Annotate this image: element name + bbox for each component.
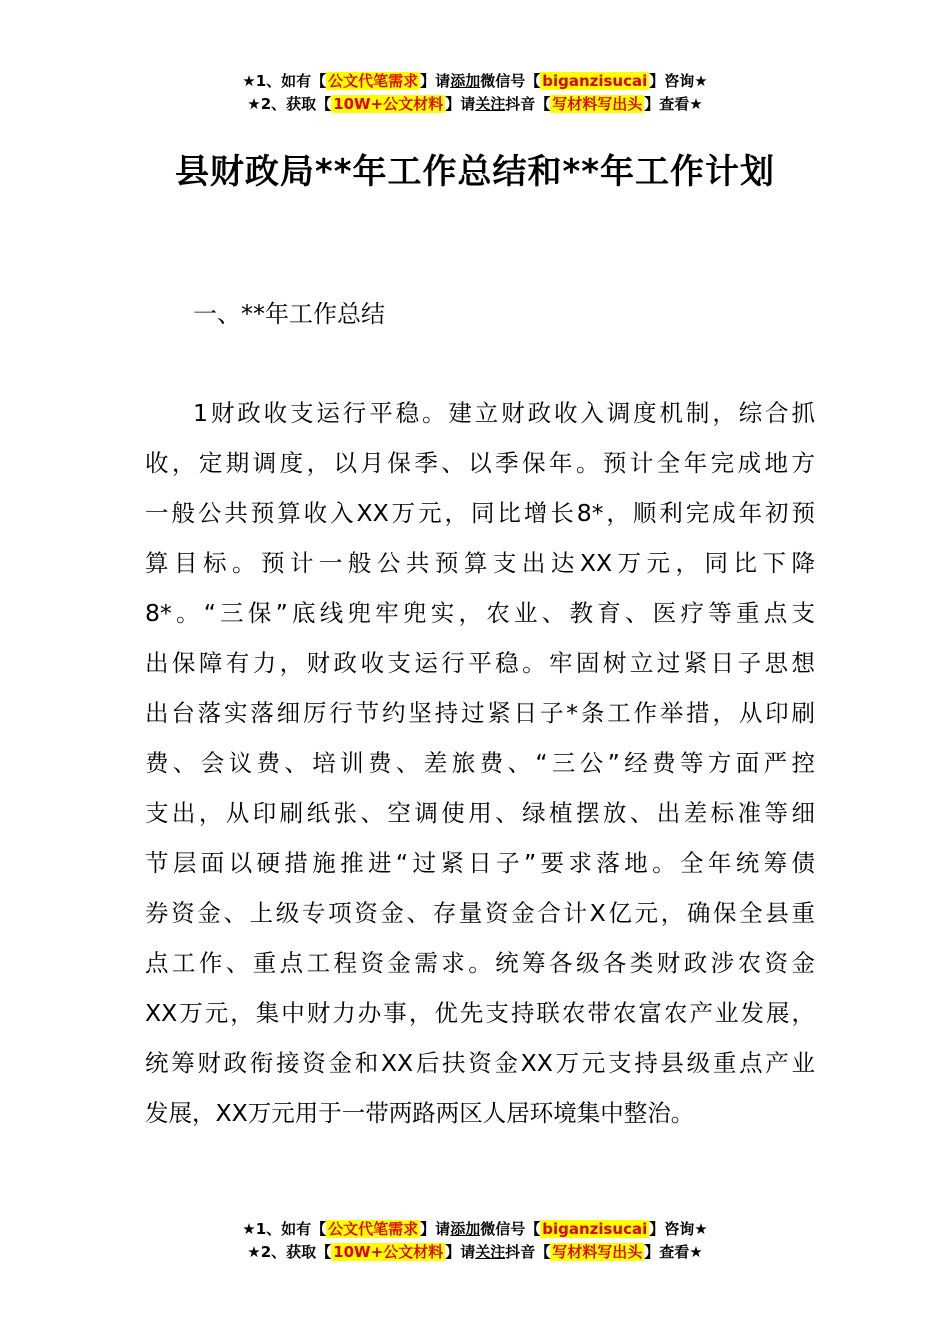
paragraph-line: XX万元，集中财力办事，优先支持联农带农富农产业发展， bbox=[145, 999, 815, 1027]
paragraph-line: 1财政收支运行平稳。建立财政收入调度机制，综合抓 bbox=[193, 399, 815, 427]
paragraph-line: 点工作、重点工程资金需求。统筹各级各类财政涉农资金 bbox=[145, 949, 815, 977]
paragraph-line: 收，定期调度，以月保季、以季保年。预计全年完成地方 bbox=[145, 449, 815, 477]
promo-douyin-account: 写材料写出头 bbox=[552, 1243, 643, 1261]
paragraph-line: 出保障有力，财政收支运行平稳。牢固树立过紧日子思想 bbox=[145, 649, 815, 677]
promo-text: 】请 bbox=[420, 1220, 451, 1238]
promo-text: 】查看★ bbox=[644, 95, 703, 113]
paragraph-line: 统筹财政衔接资金和XX后扶资金XX万元支持县级重点产业 bbox=[145, 1049, 815, 1077]
promo-highlight: 公文代笔需求 bbox=[328, 72, 419, 90]
promo-line-1 bbox=[0, 1218, 950, 1241]
promo-text: 微信号【 bbox=[480, 72, 541, 90]
promo-text: 】咨询★ bbox=[649, 1220, 708, 1238]
document-title: 县财政局**年工作总结和**年工作计划 bbox=[174, 152, 776, 192]
paragraph-line: 费、会议费、培训费、差旅费、“三公”经费等方面严控 bbox=[145, 749, 815, 777]
promo-text: ★2、获取【 bbox=[247, 95, 332, 113]
promo-text: 】查看★ bbox=[644, 1243, 703, 1261]
promo-text: ★1、如有【 bbox=[242, 72, 327, 90]
paragraph-line: 支出，从印刷纸张、空调使用、绿植摆放、出差标准等细 bbox=[145, 799, 815, 827]
promo-text: 】请 bbox=[445, 1243, 476, 1261]
promo-line-2 bbox=[0, 1241, 950, 1264]
promo-highlight: 10W+公文材料 bbox=[333, 95, 444, 113]
promo-douyin-account: 写材料写出头 bbox=[552, 95, 643, 113]
paragraph-line: 发展，XX万元用于一带两路两区人居环境集中整治。 bbox=[145, 1099, 695, 1127]
promo-text: ★2、获取【 bbox=[247, 1243, 332, 1261]
paragraph-line: 券资金、上级专项资金、存量资金合计X亿元，确保全县重 bbox=[145, 899, 815, 927]
promo-text: 抖音【 bbox=[505, 95, 551, 113]
summary-paragraph bbox=[145, 388, 815, 1138]
paragraph-line: 出台落实落细厉行节约坚持过紧日子*条工作举措，从印刷 bbox=[145, 699, 815, 727]
promo-underlined: 关注 bbox=[475, 95, 506, 113]
promo-line-1 bbox=[0, 70, 950, 93]
promo-text: 】咨询★ bbox=[649, 72, 708, 90]
top-promo-notice bbox=[0, 70, 950, 116]
section-heading: 一、**年工作总结 bbox=[193, 300, 385, 328]
promo-wechat-id: biganzisucai bbox=[542, 72, 648, 90]
promo-text: 】请 bbox=[420, 72, 451, 90]
promo-text: 】请 bbox=[445, 95, 476, 113]
promo-wechat-id: biganzisucai bbox=[542, 1220, 648, 1238]
promo-text: 抖音【 bbox=[505, 1243, 551, 1261]
paragraph-line: 8*。“三保”底线兜牢兜实，农业、教育、医疗等重点支 bbox=[145, 599, 815, 627]
paragraph-line: 节层面以硬措施推进“过紧日子”要求落地。全年统筹债 bbox=[145, 849, 815, 877]
promo-highlight: 公文代笔需求 bbox=[328, 1220, 419, 1238]
promo-highlight: 10W+公文材料 bbox=[333, 1243, 444, 1261]
promo-line-2 bbox=[0, 93, 950, 116]
promo-text: ★1、如有【 bbox=[242, 1220, 327, 1238]
paragraph-line: 一般公共预算收入XX万元，同比增长8*，顺利完成年初预 bbox=[145, 499, 815, 527]
promo-underlined: 关注 bbox=[475, 1243, 506, 1261]
promo-underlined: 添加 bbox=[450, 72, 481, 90]
promo-text: 微信号【 bbox=[480, 1220, 541, 1238]
paragraph-line: 算目标。预计一般公共预算支出达XX万元，同比下降 bbox=[145, 549, 815, 577]
bottom-promo-notice bbox=[0, 1218, 950, 1264]
promo-underlined: 添加 bbox=[450, 1220, 481, 1238]
